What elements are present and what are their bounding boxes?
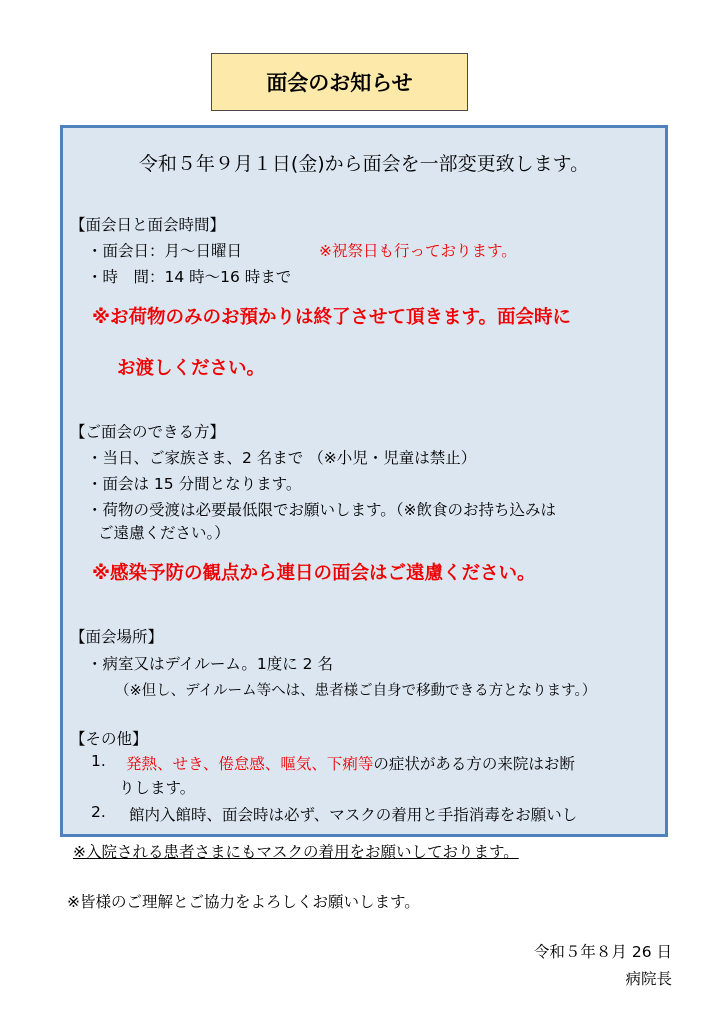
schedule-time: ・時 間：14 時～16 時まで <box>87 268 292 286</box>
eligibility-item-3: ・荷物の受渡は必要最低限でお願いします。（※飲食のお持ち込みは <box>87 501 556 519</box>
eligibility-item-3-cont: ご遠慮ください。） <box>98 524 230 542</box>
notice-main-panel <box>60 125 668 837</box>
eligibility-item-1: ・当日、ご家族さま、2 名まで （※小児・児童は禁止） <box>87 449 477 467</box>
location-note: （※但し、デイルーム等へは、患者様ご自身で移動できる方となります。） <box>115 683 597 699</box>
eligibility-heading: 【ご面会のできる方】 <box>70 423 226 441</box>
thanks-note: ※皆様のご理解とご協力をよろしくお願いします。 <box>67 893 420 911</box>
schedule-notice-line-2: お渡しください。 <box>117 358 266 379</box>
other-item-1-number: 1. <box>91 752 106 770</box>
schedule-notice-line-1: ※お荷物のみのお預かりは終了させて頂きます。面会時に <box>92 307 572 328</box>
notice-title: 面会のお知らせ <box>266 71 413 95</box>
location-item-1: ・病室又はデイルーム。1度に 2 名 <box>87 655 333 673</box>
other-item-1-text <box>126 752 575 774</box>
location-heading: 【面会場所】 <box>70 628 164 646</box>
eligibility-item-2: ・面会は 15 分間となります。 <box>87 475 302 493</box>
mask-note: ※入院される患者さまにもマスクの着用をお願いしております。 <box>73 843 519 861</box>
notice-title-box <box>211 53 468 111</box>
schedule-heading: 【面会日と面会時間】 <box>70 216 226 234</box>
schedule-days: ・面会日：月～日曜日 <box>87 242 243 260</box>
schedule-days-note: ※祝祭日も行っております。 <box>319 242 517 260</box>
notice-date: 令和５年８月 26 日 <box>533 943 672 961</box>
other-item-2-text: 館内入館時、面会時は必ず、マスクの着用と手指消毒をお願いし <box>129 806 578 824</box>
signature: 病院長 <box>625 970 672 988</box>
other-item-1-symptoms: 発熱、せき、倦怠感、嘔気、下痢等 <box>126 755 374 773</box>
other-item-1-cont: りします。 <box>119 779 196 797</box>
lead-announcement: 令和５年９月１日(金)から面会を一部変更致します。 <box>138 153 590 175</box>
eligibility-notice: ※感染予防の観点から連日の面会はご遠慮ください。 <box>92 563 536 584</box>
other-item-1-rest: の症状がある方の来院はお断 <box>373 755 575 773</box>
other-item-2-number: 2. <box>91 803 106 821</box>
other-heading: 【その他】 <box>70 730 148 748</box>
